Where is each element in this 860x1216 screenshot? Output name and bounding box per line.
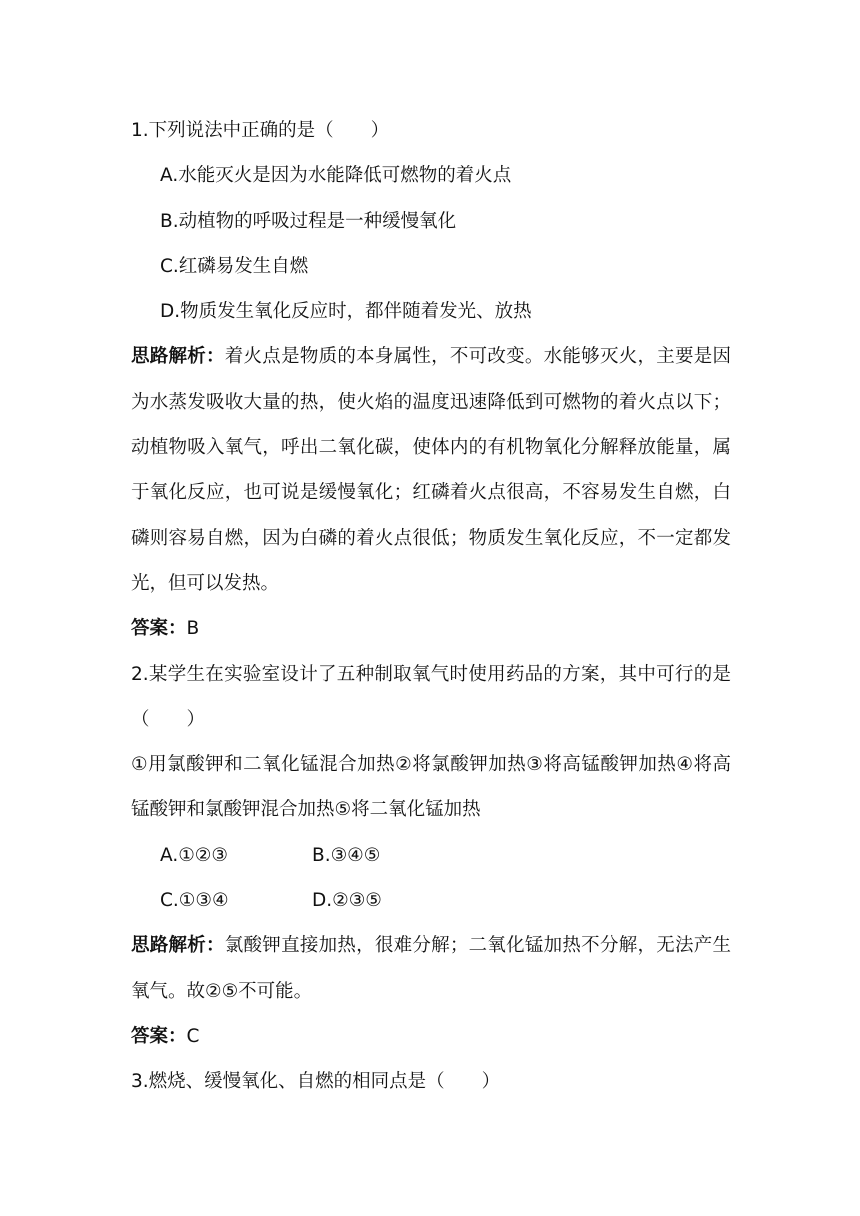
answer-label: 答案： (131, 618, 187, 640)
question-1-option-c: C.红磷易发生自燃 (160, 255, 309, 277)
question-1-option-d: D.物质发生氧化反应时，都伴随着发光、放热 (160, 301, 532, 323)
question-2-option-a: A.①②③ (160, 844, 228, 866)
question-2-option-c: C.①③④ (160, 890, 229, 912)
question-2-items: ①用氯酸钾和二氧化锰混合加热②将氯酸钾加热③将高锰酸钾加热④将高锰酸钾和氯酸钾混合加热⑤将二氧化锰加热 (131, 754, 731, 821)
question-1-stem: 1.下列说法中正确的是（ ） (131, 120, 390, 141)
question-3-stem: 3.燃烧、缓慢氧化、自燃的相同点是（ ） (131, 1071, 501, 1093)
question-1-answer (131, 606, 731, 651)
question-2-option-d: D.②③⑤ (312, 890, 382, 912)
question-1-option-b: B.动植物的呼吸过程是一种缓慢氧化 (160, 210, 457, 232)
answer-value: C (186, 1025, 200, 1047)
question-1-option-a: A.水能灭火是因为水能降低可燃物的着火点 (160, 165, 512, 187)
document-content (131, 108, 731, 1105)
analysis-label: 思路解析： (131, 346, 225, 368)
question-2-analysis (131, 923, 731, 1014)
question-2-options-row-2 (131, 878, 731, 923)
analysis-label: 思路解析： (131, 935, 225, 957)
question-2-answer (131, 1014, 731, 1059)
question-2-stem: 2.某学生在实验室设计了五种制取氧气时使用药品的方案，其中可行的是（ ） (131, 663, 731, 730)
analysis-text: 氯酸钾直接加热，很难分解；二氧化锰加热不分解，无法产生氧气。故②⑤不可能。 (131, 935, 731, 1002)
answer-label: 答案： (131, 1025, 187, 1047)
question-2-options-row-1 (131, 833, 731, 878)
question-1-analysis (131, 334, 731, 606)
question-2-option-b: B.③④⑤ (312, 844, 381, 866)
analysis-text: 着火点是物质的本身属性，不可改变。水能够灭火，主要是因为水蒸发吸收大量的热，使火焰的温度迅速降低到可燃物的着火点以下；动植物吸入氧气，呼出二氧化碳，使体内的有机物氧化分解释放能量，属于氧化反应，也可说是缓慢氧化；红磷着火点很高，不容易发生自燃，白磷则容易自燃，因为白磷的着火点很低；物质发生氧化反应，不一定都发光，但可以发热。 (131, 346, 731, 594)
answer-value: B (186, 618, 200, 640)
